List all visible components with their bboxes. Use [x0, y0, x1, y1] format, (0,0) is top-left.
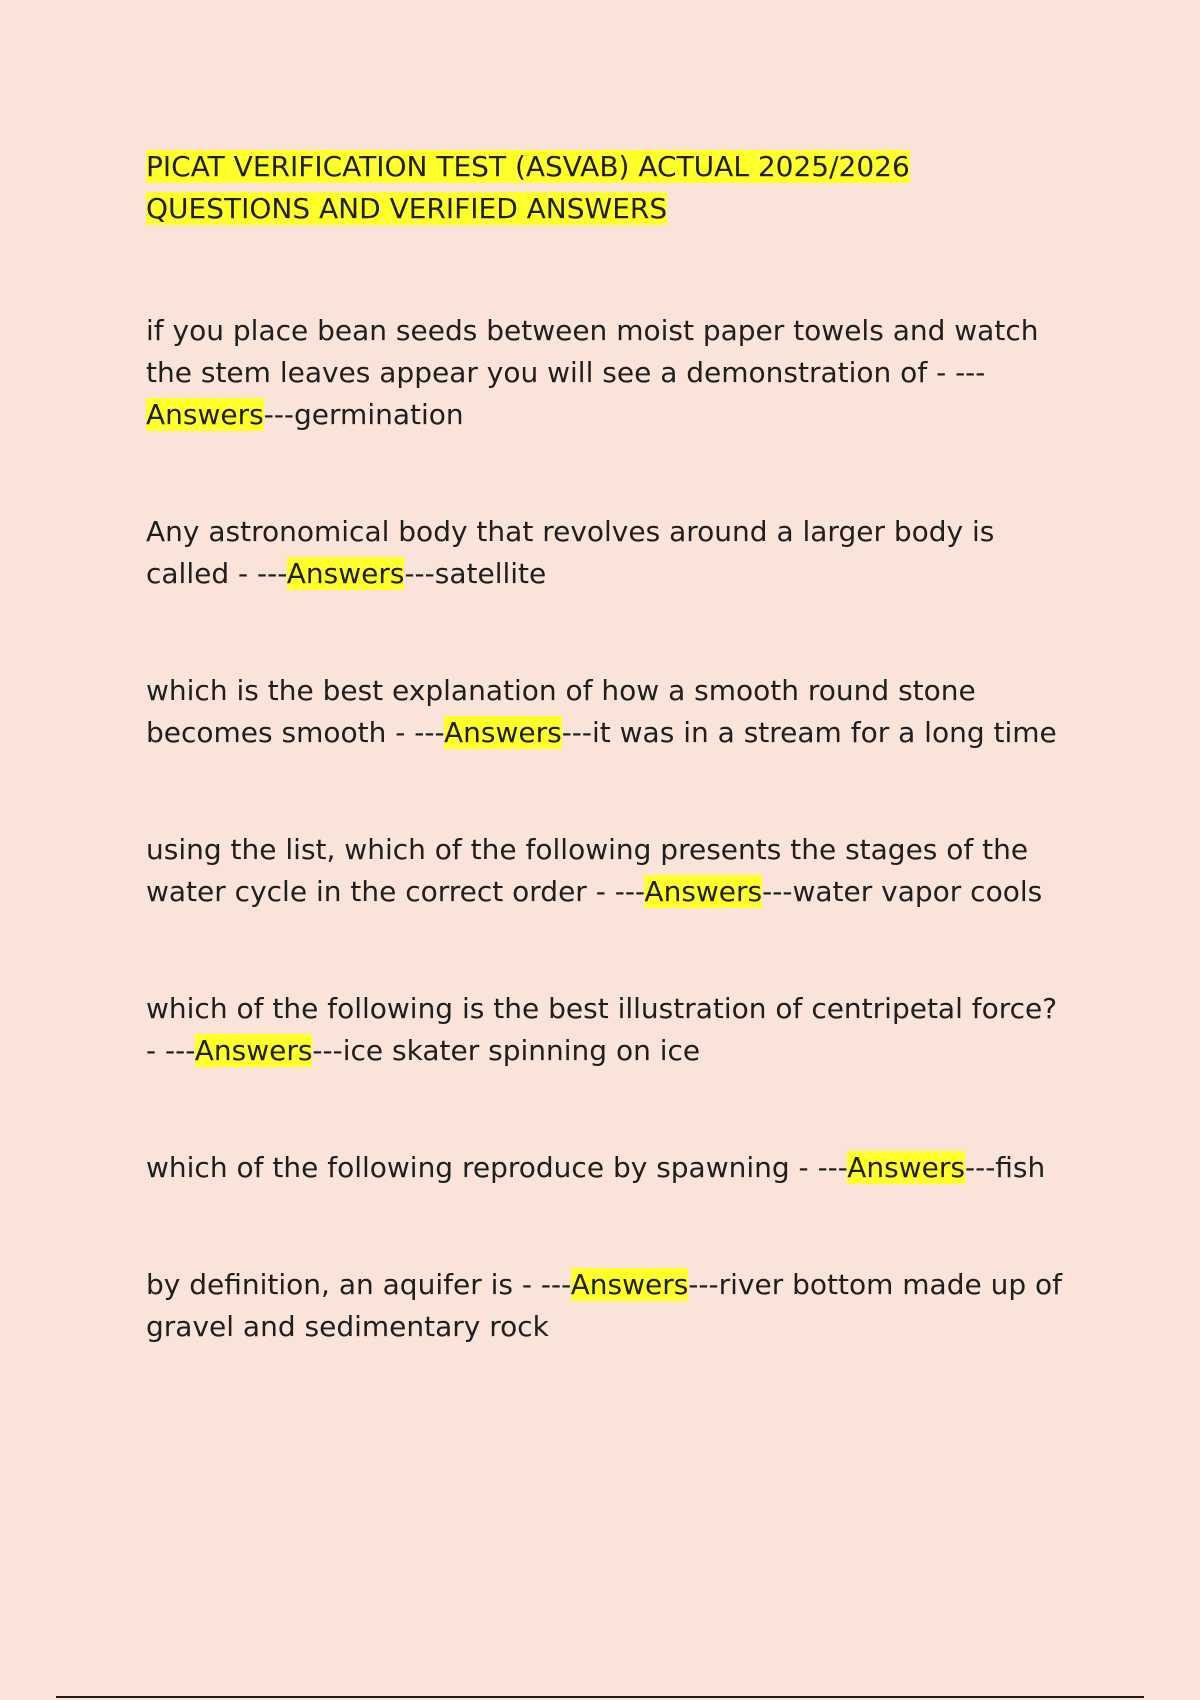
qa-item — [146, 310, 1066, 436]
question-text: which of the following reproduce by spawning - --- — [146, 1151, 848, 1184]
answers-marker: Answers — [286, 557, 405, 590]
answers-marker: Answers — [847, 1151, 965, 1184]
qa-item — [146, 1264, 1066, 1348]
answers-marker: Answers — [146, 398, 264, 431]
title-line-1: PICAT VERIFICATION TEST (ASVAB) ACTUAL 2025/2026 — [146, 150, 910, 183]
question-text: if you place bean seeds between moist paper towels and watch the stem leaves appear you will see a demonstration of - --- — [146, 314, 1039, 389]
answers-marker: Answers — [570, 1268, 689, 1301]
footer-divider — [56, 1696, 1144, 1698]
answer-text: ---river bottom made up of gravel and sedimentary rock — [146, 1268, 1063, 1343]
answer-text: ---water vapor cools — [762, 875, 1043, 908]
answer-text: ---ice skater spinning on ice — [312, 1034, 701, 1067]
question-text: using the list, which of the following presents the stages of the water cycle in the correct order - --- — [146, 833, 1029, 908]
qa-item — [146, 511, 1066, 595]
question-text: by definition, an aquifer is - --- — [146, 1268, 571, 1301]
answers-marker: Answers — [644, 875, 763, 908]
title-line-2: QUESTIONS AND VERIFIED ANSWERS — [146, 192, 668, 225]
qa-item — [146, 1147, 1066, 1189]
question-text: which is the best explanation of how a smooth round stone becomes smooth - --- — [146, 674, 976, 749]
answers-marker: Answers — [194, 1034, 313, 1067]
qa-item — [146, 829, 1066, 913]
page-title — [146, 146, 1066, 230]
answers-marker: Answers — [443, 716, 562, 749]
qa-item — [146, 670, 1066, 754]
answer-text: ---satellite — [404, 557, 547, 590]
qa-item — [146, 988, 1066, 1072]
question-text: Any astronomical body that revolves around a larger body is called - --- — [146, 515, 995, 590]
answer-text: ---it was in a stream for a long time — [561, 716, 1057, 749]
answer-text: ---fish — [964, 1151, 1046, 1184]
document-page — [146, 146, 1066, 1348]
answer-text: ---germination — [263, 398, 464, 431]
question-text: which of the following is the best illustration of centripetal force? - --- — [146, 992, 1058, 1067]
